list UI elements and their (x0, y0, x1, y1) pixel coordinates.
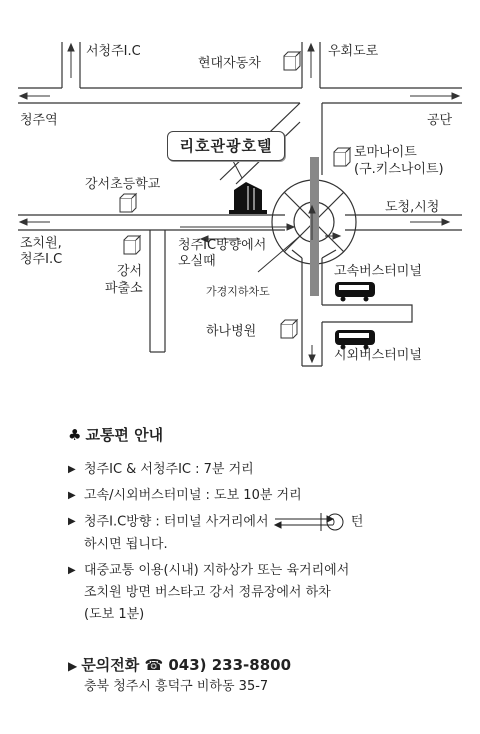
club-icon: ♣ (68, 426, 82, 444)
label-bypass-road: 우회도로 (328, 44, 379, 59)
hospital-building-icon (281, 320, 297, 338)
label-direction-2: 오실때 (178, 254, 216, 269)
info-item: ▶ 대중교통 이용(시내) 지하상가 또는 육거리에서 조치원 방면 버스타고 강서 정류장에서 하차 (도보 1분) (68, 560, 468, 626)
info-item: ▶ 청주IC & 서청주IC : 7분 거리 (68, 459, 468, 481)
u-turn-arrow-icon (273, 511, 347, 533)
phone-icon: ☎ (144, 656, 164, 674)
hyundai-building-icon (284, 52, 300, 70)
bullet-triangle-icon: ▶ (68, 490, 76, 501)
label-jochiwon-1: 조치원, (20, 236, 62, 251)
bullet-triangle-icon: ▶ (68, 464, 76, 475)
police-building-icon (124, 236, 140, 254)
hotel-building-icon (229, 182, 267, 214)
info-title: ♣ 교통편 안내 (68, 426, 164, 444)
label-police-2: 파출소 (105, 281, 143, 296)
underpass-bar (310, 157, 319, 296)
label-express-terminal: 고속버스터미널 (334, 264, 422, 279)
express-bus-icon (335, 282, 375, 302)
bullet-triangle-icon: ▶ (68, 564, 76, 576)
bullet-triangle-icon: ▶ (68, 659, 78, 673)
school-building-icon (120, 194, 136, 212)
label-intercity-terminal: 시외버스터미널 (334, 348, 422, 363)
label-provincial-office: 도청,시청 (385, 200, 440, 215)
label-police-1: 강서 (117, 264, 143, 279)
label-underpass: 가경지하차도 (206, 285, 270, 298)
label-industrial-complex: 공단 (427, 113, 453, 128)
romania-building-icon (334, 148, 350, 166)
bullet-triangle-icon: ▶ (68, 516, 76, 527)
label-direction-1: 청주IC방향에서 (178, 238, 267, 253)
info-item: ▶ 청주I.C방향 : 터미널 사거리에서 턴 하시면 됩니다. (68, 511, 468, 556)
label-gangseo-school: 강서초등학교 (85, 177, 161, 192)
label-romania-2: (구.키스나이트) (354, 162, 444, 177)
info-item: ▶ 고속/시외버스터미널 : 도보 10분 거리 (68, 485, 468, 507)
label-hana-hospital: 하나병원 (206, 324, 257, 339)
phone-number[interactable]: 043) 233-8800 (168, 656, 292, 674)
label-romania-1: 로마나이트 (354, 145, 417, 160)
contact-title: ▶ 문의전화 ☎ 043) 233-8800 (68, 656, 292, 674)
transport-info (68, 424, 468, 630)
hotel-name-label: 리호관광호텔 (167, 131, 285, 161)
label-cheongju-station: 청주역 (20, 113, 58, 128)
label-seocheongju-ic: 서청주I.C (86, 44, 141, 59)
intercity-bus-icon (335, 330, 375, 350)
label-hyundai-motors: 현대자동차 (198, 56, 261, 71)
address: 충북 청주시 흥덕구 비하동 35-7 (84, 679, 269, 694)
label-jochiwon-2: 청주I.C (20, 252, 63, 267)
contact-section (68, 655, 291, 698)
